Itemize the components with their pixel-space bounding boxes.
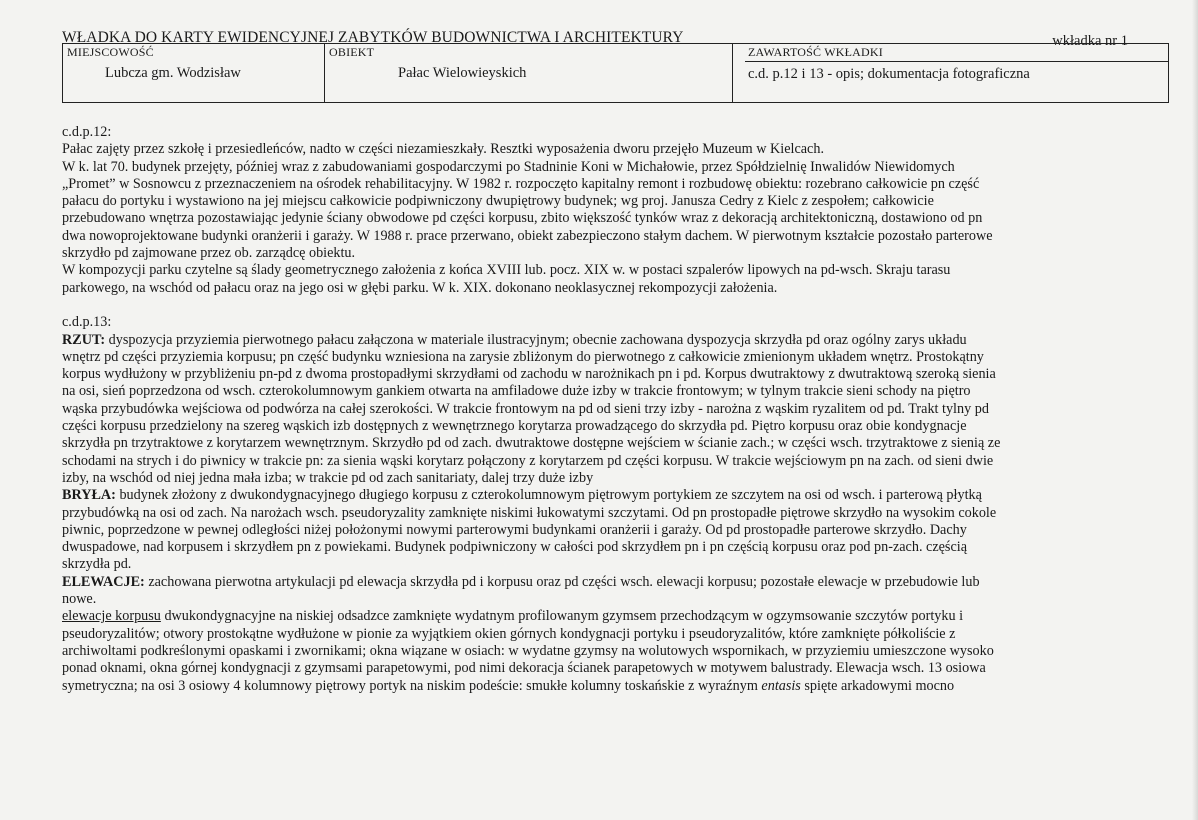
rzut-line-text: dyspozycja przyziemia pierwotnego pałacu załączona w materiale ilustracyjnym; obecnie zachowana dyspozycja skrzydła pd oraz ogólny zarys układu bbox=[105, 331, 967, 348]
contents-label: ZAWARTOŚĆ WKŁADKI bbox=[748, 45, 883, 59]
section12-heading: c.d.p.12: bbox=[62, 124, 112, 140]
rzut-line bbox=[62, 418, 1180, 435]
bryla-line bbox=[62, 522, 1180, 539]
korpus-line bbox=[62, 660, 1180, 677]
rzut-line-text: na osi, sień poprzedzona od wsch. czterokolumnowym gankiem otwarta na amfiladowe duże izby w trakcie frontowym; w tylnym trakcie sieni schody na piętro bbox=[62, 383, 971, 400]
section12-line bbox=[62, 210, 1180, 227]
korpus-line-text: dwukondygnacyjne na niskiej odsadzce zamknięte wydatnym profilowanym gzymsem przechodzącym w ogzymsowanie szczytów portyku i bbox=[160, 608, 964, 625]
section12-line-text: pałacu do portyku i wystawiono na jej miejscu całkowicie podpiwniczony dwupiętrowy budynek; wg proj. Janusza Cedry z Kielc z zespołem; całkowicie bbox=[62, 193, 934, 210]
contents-value: c.d. p.12 i 13 - opis; dokumentacja fotograficzna bbox=[748, 66, 1030, 82]
body-text bbox=[62, 124, 1180, 695]
rzut-line-text: części korpusu przedzielony na szereg wąskich izb dostępnych z wewnętrznego korytarza prowadzącego do skrzydła pd. Piętro korpusu oraz obie kondygnacje bbox=[62, 418, 967, 435]
bryla-paragraph bbox=[62, 487, 1180, 573]
korpus-line-text: archiwoltami podkreślonymi opaskami i zwornikami; okna wiązane w osiach: w wydatne gzymsy na wolutowych wspornikach, w przyziemiu umieszczone wysoko bbox=[62, 642, 994, 659]
section12-line-text: W k. lat 70. budynek przejęty, później wraz z zabudowaniami gospodarczymi po Stadninie Koni w Michałowie, przez Spółdzielnię Inwalidów Niewidomych bbox=[62, 158, 955, 175]
bryla-line bbox=[62, 539, 1180, 556]
rzut-line bbox=[62, 470, 1180, 487]
final-line-suffix: spięte arkadowymi mocno bbox=[800, 677, 955, 694]
locality-label: MIEJSCOWOŚĆ bbox=[67, 45, 154, 59]
rzut-line bbox=[62, 401, 1180, 418]
rzut-paragraph bbox=[62, 332, 1180, 488]
rzut-line-text: korpus wydłużony w przybliżeniu pn-pd z dwoma prostopadłymi skrzydłami od zachodu w narożnikach pn i pd. Korpus dwutraktowy z dwutraktową szeroką sienia bbox=[62, 366, 996, 383]
section12-line bbox=[62, 176, 1180, 193]
korpus-line-label: elewacje korpusu bbox=[62, 608, 161, 625]
section12-line bbox=[62, 280, 1180, 297]
rzut-line-text: schodami na strych i do piwnicy w trakcie pn: za sienia wąski korytarz połączony z korytarzem pd części korpusu. W trakcie wejściowym pn na zach. od sieni dwie bbox=[62, 452, 994, 469]
rzut-line-text: wąska przybudówka wejściowa od podwórza na całej szerokości. W trakcie frontowym na pd od sieni trzy izby - narożna z wąskim ryzalitem od pd. Trakt tylny pd bbox=[62, 400, 989, 417]
rzut-line bbox=[62, 435, 1180, 452]
elewacje-paragraph bbox=[62, 574, 1180, 609]
bryla-line-text: dwuspadowe, nad korpusem i skrzydłem pn z powiekami. Budynek podpiwniczony w całości pod skrzydłem pn i pn częścią korpusu oraz pod pn-zach. częścią bbox=[62, 539, 967, 556]
section12-line-text: Pałac zajęty przez szkołę i przesiedleńców, nadto w części niezamieszkały. Resztki wyposażenia dworu przejęło Muzeum w Kielcach. bbox=[62, 141, 824, 158]
elewacje-line bbox=[62, 591, 1180, 608]
bryla-line bbox=[62, 505, 1180, 522]
locality-cell bbox=[63, 44, 325, 102]
contents-cell bbox=[733, 44, 1168, 102]
bryla-line-text: przybudówką na osi od zach. Na narożach wsch. pseudoryzality zamknięte niskimi łukowatymi szczytami. Od pn prostopadłe piętrowe skrzydło na wysokim cokole bbox=[62, 504, 997, 521]
section12-line-text: „Promet” w Sosnowcu z przeznaczeniem na ośrodek rehabilitacyjny. W 1982 r. rozpoczęto kapitalny remont i rozbudowę obiektu: rozebrano całkowicie pn część bbox=[62, 175, 980, 192]
rzut-line-label: RZUT: bbox=[62, 331, 106, 348]
section-gap bbox=[62, 297, 1180, 314]
section13-heading: c.d.p.13: bbox=[62, 314, 112, 331]
section12-paragraphs bbox=[62, 141, 1180, 297]
korpus-line bbox=[62, 626, 1180, 643]
rzut-line-text: wnętrz pd części przyziemia korpusu; pn część budynku wzniesiona na zarysie zbliżonym do pierwotnego z całkowicie zmienionym układem wnętrz. Prostokątny bbox=[62, 348, 984, 365]
insert-number: wkładka nr 1 bbox=[1052, 33, 1128, 49]
elewacje-line-text: zachowana pierwotna artykulacji pd elewacja skrzydła pd i korpusu oraz pd części wsch. elewacji korpusu; pozostałe elewacje w przebudowie lub bbox=[144, 573, 980, 590]
section12-line bbox=[62, 141, 1180, 158]
rzut-line bbox=[62, 383, 1180, 400]
section12-line-text: parkowego, na wschód od pałacu oraz na jego osi w głębi parku. W k. XIX. dokonano neoklasycznej rekompozycji założenia. bbox=[62, 279, 778, 296]
rzut-line-text: skrzydła pn trzytraktowe z korytarzem wewnętrznym. Skrzydło pd od zach. dwutraktowe dostępne wejściem w ścianie zach.; w części wsch. trzytraktowe z sienią ze bbox=[62, 435, 1001, 452]
object-cell bbox=[325, 44, 733, 102]
rzut-line bbox=[62, 332, 1180, 349]
contents-divider bbox=[745, 61, 1168, 62]
section12-line-text: przebudowano wnętrza pozostawiając jedynie ściany obwodowe pd części korpusu, zbito większość tynków wraz z dekoracją architektoniczną, dostawiono od pn bbox=[62, 210, 983, 227]
elewacje-line-label: ELEWACJE: bbox=[62, 573, 145, 590]
section12-line-text: dwa nowoprojektowane budynki oranżerii i garaży. W 1988 r. prace przerwano, obiekt zabezpieczono stałym dachem. W pierwotnym kształcie pozostało parterowe bbox=[62, 227, 993, 244]
rzut-line bbox=[62, 349, 1180, 366]
korpus-line bbox=[62, 608, 1180, 625]
object-value: Pałac Wielowieyskich bbox=[398, 65, 527, 81]
section12-line-text: skrzydło pd zajmowane przez ob. zarządcę obiektu. bbox=[62, 245, 356, 262]
object-label: OBIEKT bbox=[329, 45, 375, 59]
section12-line-text: W kompozycji parku czytelne są ślady geometrycznego założenia z końca XVIII lub. pocz. XIX w. w postaci szpalerów lipowych na pd-wsch. Skraju tarasu bbox=[62, 262, 951, 279]
section12-line bbox=[62, 193, 1180, 210]
bryla-line-text: piwnic, poprzedzone w pewnej odległości niżej położonymi nowymi parterowymi budynkami oranżerii i garaży. Od pd prostopadłe parterowe skrzydło. Dachy bbox=[62, 521, 967, 538]
rzut-line bbox=[62, 453, 1180, 470]
rzut-line-text: izby, na wschód od niej jedna mała izba; w trakcie pd od zach sanitariaty, dalej trzy duże izby bbox=[62, 469, 594, 486]
elewacje-line bbox=[62, 574, 1180, 591]
bryla-line bbox=[62, 556, 1180, 573]
korpus-line bbox=[62, 643, 1180, 660]
bryla-line-text: skrzydła pd. bbox=[62, 556, 132, 573]
final-line-italic: entasis bbox=[761, 677, 801, 694]
locality-value: Lubcza gm. Wodzisław bbox=[105, 65, 241, 81]
korpus-line-text: ponad oknami, okna górnej kondygnacji z gzymsami parapetowymi, pod nimi dekoracja ścianek parapetowych w motywem balustrady. Elewacja wsch. 13 osiowa bbox=[62, 660, 986, 677]
section12-line bbox=[62, 245, 1180, 262]
section12-line bbox=[62, 262, 1180, 279]
scan-edge-shadow bbox=[1192, 0, 1198, 820]
header-table bbox=[62, 43, 1169, 103]
bryla-line bbox=[62, 487, 1180, 504]
rzut-line bbox=[62, 366, 1180, 383]
elewacje-line-text: nowe. bbox=[62, 591, 97, 608]
final-line bbox=[62, 678, 1180, 695]
form-title: WŁADKA DO KARTY EWIDENCYJNEJ ZABYTKÓW BUDOWNICTWA I ARCHITEKTURY bbox=[62, 29, 684, 46]
section12-line bbox=[62, 159, 1180, 176]
final-line-prefix: symetryczna; na osi 3 osiowy 4 kolumnowy piętrowy portyk na niskim podeście: smukłe kolumny toskańskie z wyraźnym bbox=[62, 677, 762, 694]
bryla-line-text: budynek złożony z dwukondygnacyjnego długiego korpusu z czterokolumnowym piętrowym portykiem ze szczytem na osi od wsch. i parterową płytką bbox=[115, 487, 982, 504]
korpus-paragraph bbox=[62, 608, 1180, 677]
bryla-line-label: BRYŁA: bbox=[62, 487, 116, 504]
section12-line bbox=[62, 228, 1180, 245]
korpus-line-text: pseudoryzalitów; otwory prostokątne wydłużone w pionie za wyjątkiem okien górnych kondygnacji portyku i pseudoryzalitów, które zamknięte półkoliście z bbox=[62, 625, 956, 642]
